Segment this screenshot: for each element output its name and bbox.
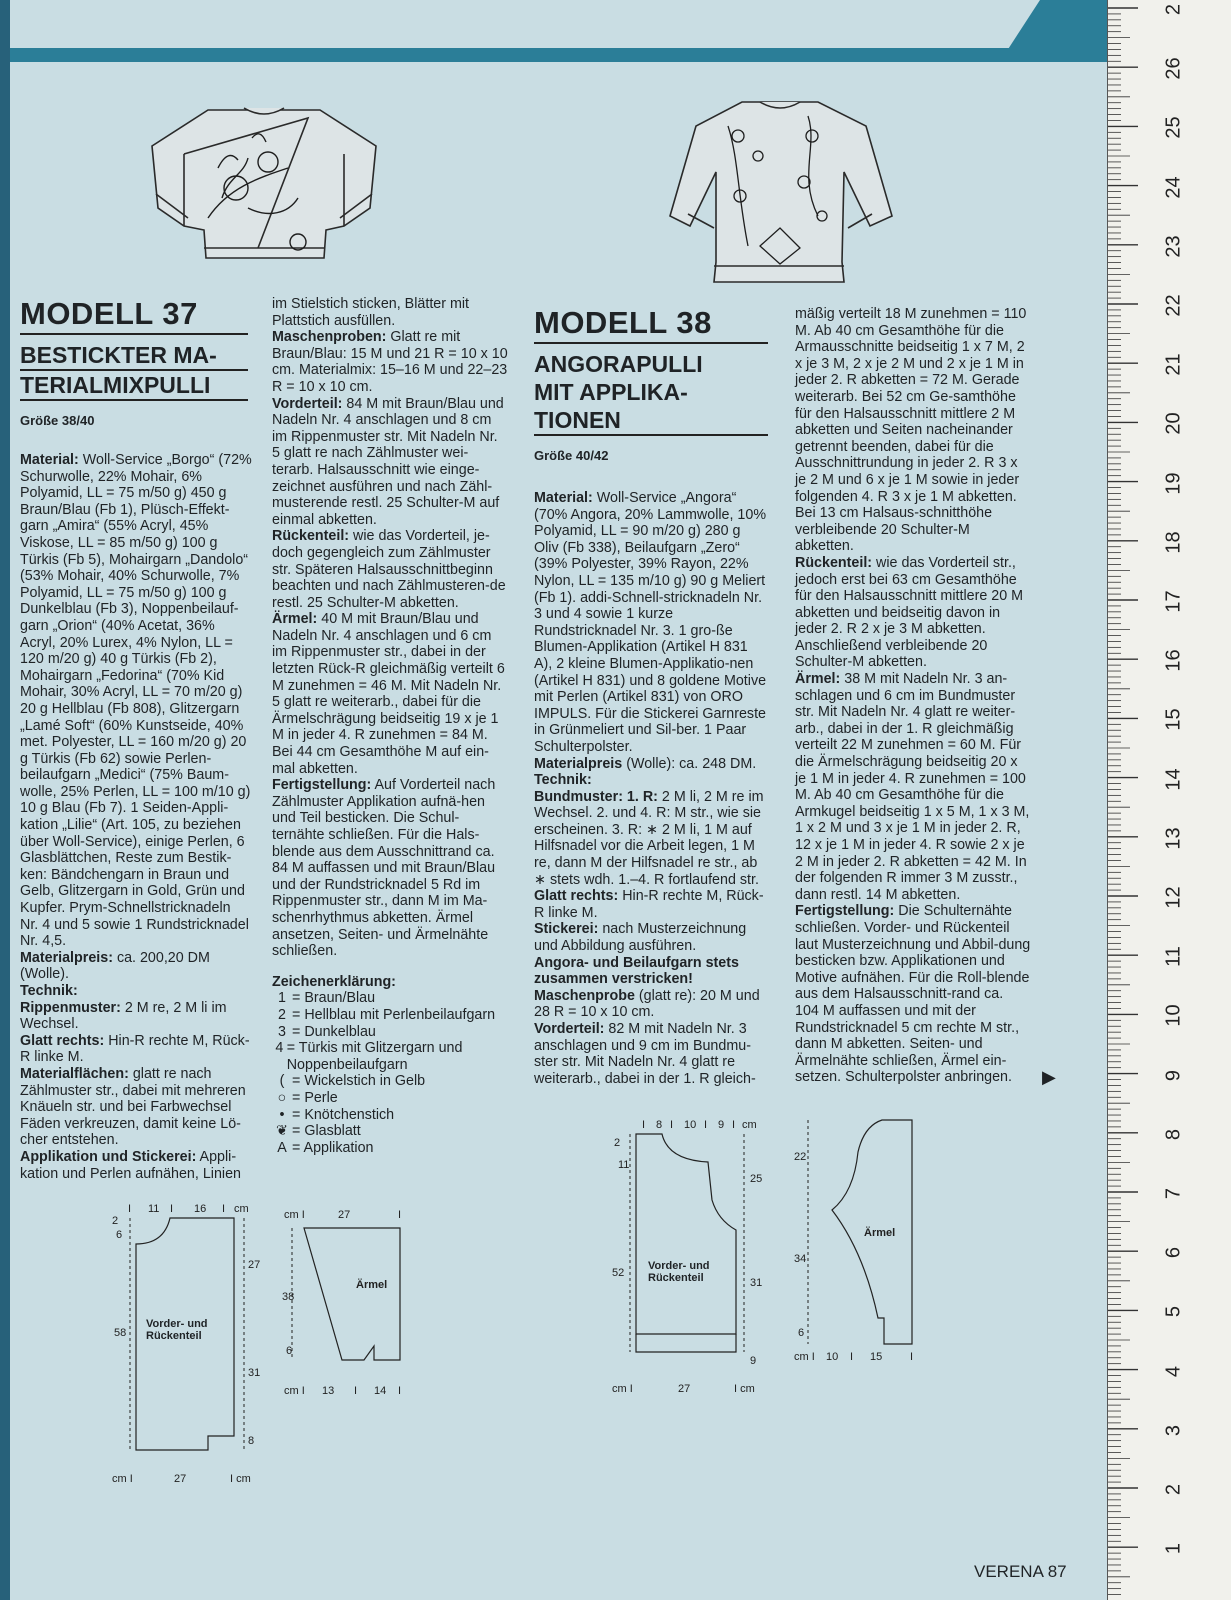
ruler-number: 14 bbox=[1162, 767, 1185, 791]
label: Rippenmuster: bbox=[20, 999, 121, 1016]
dim-right-2: 31 bbox=[248, 1367, 261, 1379]
dim-top-7: I bbox=[732, 1120, 736, 1131]
paragraph bbox=[272, 396, 508, 529]
legend-row bbox=[272, 1040, 508, 1073]
text: wie das Vorderteil, je-doch gegengleich zum Zählmuster str. Späteren Halsausschnittbeginn beachten und nach Zählmusteren-de restl. 25 Schulter-M abketten. bbox=[272, 528, 506, 611]
text: 2 M li, 2 M re im Wechsel. 2. und 4. R: M str., wie sie erscheinen. 3. R: ∗ 2 M li, 1 M auf Hilfsnadel vor die Arbeit legen, 1 M re, dann M der Hilfsnadel re str., ab ∗ stets wdh. 1.–4. R fortlaufend str. bbox=[534, 788, 764, 888]
dim-top-2: 11 bbox=[148, 1204, 160, 1215]
sweater-38-sketch bbox=[668, 96, 894, 286]
dim-bottom-5: I bbox=[398, 1385, 402, 1397]
label: Vorderteil: bbox=[272, 395, 343, 412]
text: Woll-Service „Borgo“ (72% Schurwolle, 22% Mohair, 6% Polyamid, LL = 75 m/50 g) 450 g Braun/Blau (Fb 1), Plüsch-Effekt-garn „Amira“ (55% Acryl, 45% Viskose, LL = 85 m/50 g) 100 g Türkis (Fb 5), Mohairgarn „Dandolo“ (53% Mohair, 40% Schurwolle, 7% Polyamid, LL = 75 m/50 g) 100 g Dunkelblau (Fb 3), Noppenbeilauf-garn „Orion“ (40% Acetat, 36% Acryl, 20% Lurex, 4% Nylon, LL = 120 m/20 g) 40 g Türkis (Fb 2), Mohairgarn „Fedorina“ (70% Kid Mohair, 30% Acryl, LL = 70 m/20 g) 20 g Hellblau (Fb 808), Glitzergarn „Lamé Soft“ (60% Kunstseide, 40% met. Polyester, LL = 160 m/20 g) 20 g Türkis (Fb 62) sowie Perlen-beilaufgarn „Medici“ (75% Baum-wolle, 25% Perlen, LL = 100 m/10 g) 10 g Blau (Fb 7). 1 Seiden-Appli-kation „Lilie“ (Art. 105, zu beziehen über Woll-Service), einige Perlen, 6 Glasblättchen, Reste zum Bestik-ken: Bändchengarn in Braun und Gelb, Glitzergarn in Gold, Grün und Kupfer. Prym-Schnellstricknadeln Nr. 4 und 5 sowie 1 Rundstricknadel Nr. 4,5. bbox=[20, 452, 252, 950]
ruler-number: 25 bbox=[1162, 116, 1185, 140]
label: Rückenteil: bbox=[272, 528, 350, 545]
dim-top-3: I bbox=[170, 1204, 174, 1215]
legend-text: = Wickelstich in Gelb bbox=[292, 1073, 426, 1090]
dim-top-4: 16 bbox=[194, 1204, 207, 1215]
legend-symbol: 4 bbox=[275, 1040, 284, 1057]
dim-top-2: 8 bbox=[656, 1120, 663, 1131]
dim-top-1: I bbox=[642, 1120, 646, 1131]
paragraph bbox=[534, 490, 768, 756]
text: Appli-kation und Perlen aufnähen, Linien bbox=[20, 1148, 241, 1182]
paragraph bbox=[272, 528, 508, 611]
model-38-sleeve-diagram bbox=[794, 1112, 924, 1362]
model-38-size: Größe 40/42 bbox=[534, 448, 609, 463]
ruler-number: 3 bbox=[1162, 1424, 1185, 1436]
legend-text: = Glasblatt bbox=[292, 1123, 361, 1140]
ruler-number: 10 bbox=[1162, 1004, 1185, 1028]
legend-title: Zeichenerklärung: bbox=[272, 973, 396, 990]
text: 2 M re, 2 M li im Wechsel. bbox=[20, 999, 227, 1033]
dim-top-4: 10 bbox=[684, 1120, 697, 1131]
dim-bottom-2: 27 bbox=[174, 1473, 187, 1485]
dim-top-5: I bbox=[222, 1204, 226, 1215]
ruler-number: 16 bbox=[1162, 649, 1185, 672]
model-37-title-line-2: TERIALMIXPULLI bbox=[20, 371, 248, 401]
dim-top-3: I bbox=[670, 1120, 674, 1131]
text: Die Schulternähte schließen. Vorder- und Rückenteil laut Musterzeichnung und Abbil-dung besticken bzw. Applikationen und Motive aufnähen. Für die Roll-blende aus dem Halsausschnitt-rand ca. 104 M auffassen und mit der Rundstricknadel 5 cm rechte M str., dann M abketten. Seiten- und Ärmelnähte schließen, Ärmel ein-setzen. Schulterpolster anbringen. bbox=[795, 903, 1031, 1086]
ruler-number: 23 bbox=[1162, 235, 1185, 258]
continue-arrow-icon: ▶ bbox=[1042, 1067, 1056, 1087]
ruler-number: 6 bbox=[1162, 1247, 1185, 1259]
dim-left-1: 2 bbox=[112, 1215, 119, 1227]
text: 38 M mit Nadeln Nr. 3 an-schlagen und 6 cm im Bundmuster str. Mit Nadeln Nr. 4 glatt re weiter-arb., dabei in der 1. R gleichmäßig verteilt 22 M zunehmen = 60 M. Für die Ärmelschrägung beidseitig 20 x je 1 M in jeder 4. R zunehmen = 100 M. Ab 40 cm Gesamthöhe für die Armkugel beidseitig 1 x 5 M, 1 x 3 M, 1 x 2 M und 3 x je 1 M in jeder 2. R, 12 x je 1 M in jeder 4. R sowie 2 x je 2 M in jeder 2. R abketten = 42 M. In der folgenden R immer 3 M zusstr., dann restl. 14 M abketten. bbox=[795, 671, 1030, 903]
dim-bottom-1: cm I bbox=[794, 1351, 815, 1362]
ruler-number: 4 bbox=[1162, 1365, 1185, 1377]
label: Glatt rechts: bbox=[534, 888, 619, 905]
dim-bottom-2: 13 bbox=[322, 1385, 335, 1397]
text: 84 M mit Braun/Blau und Nadeln Nr. 4 anschlagen und 8 cm im Rippenmuster str. Mit Nadeln Nr. 5 glatt re nach Zählmuster wei-terarb. Halsausschnitt wie einge-zeichnet ausführen und nach Zähl-musterende restl. 25 Schulter-M auf einmal abketten. bbox=[272, 395, 504, 528]
ruler-number: 20 bbox=[1162, 412, 1185, 436]
label: Ärmel: bbox=[272, 611, 318, 628]
paragraph bbox=[534, 756, 768, 773]
legend-row bbox=[272, 990, 508, 1007]
model-38-body-diagram bbox=[612, 1120, 782, 1400]
label: Technik: bbox=[20, 983, 78, 999]
model-38-instructions-col-2 bbox=[795, 306, 1031, 1086]
dim-left-1: 38 bbox=[282, 1291, 295, 1303]
legend-text: = Applikation bbox=[292, 1139, 374, 1156]
text: (Wolle): ca. 248 DM. bbox=[622, 755, 757, 772]
ruler-number: 26 bbox=[1162, 57, 1185, 80]
dim-bottom-1: cm I bbox=[612, 1383, 633, 1395]
label: Maschenprobe bbox=[534, 987, 635, 1004]
legend-text: = Braun/Blau bbox=[292, 990, 376, 1007]
legend-text: = Türkis mit Glitzergarn und Noppenbeilaufgarn bbox=[286, 1040, 463, 1073]
paragraph bbox=[534, 988, 768, 1021]
ruler-number: 12 bbox=[1162, 886, 1185, 909]
dim-left-2: 6 bbox=[286, 1345, 293, 1357]
dim-top-6: 9 bbox=[718, 1120, 725, 1131]
ruler-number: 18 bbox=[1162, 531, 1185, 554]
dim-top-1: I bbox=[128, 1204, 132, 1215]
model-37-sleeve-diagram bbox=[282, 1204, 422, 1400]
leaf-icon: ❦ bbox=[276, 1123, 288, 1140]
text: mäßig verteilt 18 M zunehmen = 110 M. Ab 40 cm Gesamthöhe für die Armausschnitte beidseitig 1 x 7 M, 2 x je 3 M, 2 x je 2 M und 2 x je 1 M in jeder 2. R abketten = 72 M. Gerade weiterarb. Bei 52 cm Ge-samthöhe für den Halsausschnitt mittlere 2 M abketten und Seiten nacheinander getrennt beenden, dabei für die Ausschnittrundung in jeder 2. R 3 x je 2 M und 6 x je 1 M sowie in jeder folgenden 4. R 3 x je 1 M abketten. Bei 13 cm Halsaus-schnitthöhe verbleibende 20 Schulter-M abketten. bbox=[795, 306, 1027, 555]
paragraph bbox=[20, 1000, 252, 1033]
legend-text: = Hellblau mit Perlenbeilaufgarn bbox=[292, 1006, 496, 1023]
text: Glatt re mit Braun/Blau: 15 M und 21 R = 10 x 10 cm. Materialmix: 15–16 M und 22–23 R = 10 x 10 cm. bbox=[272, 329, 508, 395]
paragraph bbox=[20, 1033, 252, 1066]
dim-top-3: I bbox=[398, 1209, 402, 1221]
label: Maschenproben: bbox=[272, 329, 387, 346]
dim-bottom-3: I bbox=[850, 1351, 854, 1362]
ruler-number: 19 bbox=[1162, 471, 1185, 495]
model-37-instructions-col-1 bbox=[20, 452, 252, 1182]
label: Stickerei: bbox=[534, 921, 599, 938]
paragraph bbox=[272, 777, 508, 960]
model-37-number: MODELL 37 bbox=[20, 296, 248, 335]
dim-left-2: 34 bbox=[794, 1253, 807, 1265]
paragraph bbox=[272, 296, 508, 329]
dim-bottom-2: 27 bbox=[678, 1383, 691, 1395]
label: Ärmel: bbox=[795, 671, 841, 688]
dim-left-3: 6 bbox=[798, 1327, 805, 1339]
legend-row bbox=[272, 1073, 508, 1090]
label: Materialpreis bbox=[534, 755, 623, 772]
ruler-number: 24 bbox=[1162, 175, 1185, 199]
paragraph bbox=[20, 983, 252, 1000]
legend-row bbox=[272, 1107, 508, 1124]
legend-row bbox=[272, 1024, 508, 1041]
paragraph bbox=[534, 772, 768, 789]
ruler-number: 5 bbox=[1162, 1306, 1185, 1318]
diagram-label: Vorder- und Rückenteil bbox=[648, 1260, 710, 1284]
dim-top-6: cm bbox=[234, 1204, 249, 1215]
diagram-label: Ärmel bbox=[864, 1227, 896, 1239]
label: Fertigstellung: bbox=[795, 903, 895, 920]
model-37-heading bbox=[20, 296, 248, 428]
dim-bottom-2: 10 bbox=[826, 1351, 839, 1362]
dim-right-1: 25 bbox=[750, 1173, 763, 1185]
paragraph bbox=[272, 329, 508, 395]
text: glatt re nach Zählmuster str., dabei mit mehreren Knäueln str. und bei Farbwechsel Fäden verkreuzen, damit keine Lö-cher entstehen. bbox=[20, 1065, 246, 1149]
paragraph bbox=[534, 888, 768, 921]
ruler-number: 17 bbox=[1162, 590, 1185, 613]
dim-bottom-1: cm I bbox=[112, 1473, 133, 1485]
top-light-band bbox=[0, 0, 1040, 48]
legend-row bbox=[272, 1140, 508, 1157]
dim-left-1: 2 bbox=[614, 1137, 621, 1149]
dim-right-1: 27 bbox=[248, 1259, 261, 1271]
legend-symbol: 1 bbox=[278, 990, 286, 1007]
dim-left-3: 58 bbox=[114, 1327, 127, 1339]
paragraph bbox=[534, 921, 768, 954]
dim-left-2: 6 bbox=[116, 1229, 123, 1241]
model-37-body-diagram bbox=[110, 1204, 270, 1490]
ruler-number: 2 bbox=[1162, 3, 1185, 16]
model-37-instructions-col-2 bbox=[272, 296, 508, 1156]
dim-bottom-3: I bbox=[354, 1385, 358, 1397]
text: 40 M mit Braun/Blau und Nadeln Nr. 4 anschlagen und 6 cm im Rippenmuster str., dabei in der letzten Rück-R gleichmäßig verteilt 6 M zunehmen = 46 M. Mit Nadeln Nr. 5 glatt re weiterarb., dabei für die Ärmelschrägung beidseitig 19 x je 1 M in jeder 4. R zunehmen = 84 M. Bei 44 cm Gesamthöhe M auf ein-mal abketten. bbox=[272, 611, 505, 777]
label: Glatt rechts: bbox=[20, 1032, 105, 1049]
dim-bottom-4: 14 bbox=[374, 1385, 387, 1397]
legend-row bbox=[272, 1123, 508, 1140]
text: Hin-R rechte M, Rück-R linke M. bbox=[20, 1032, 250, 1066]
legend-text: = Dunkelblau bbox=[292, 1023, 376, 1040]
label: Applikation und Stickerei: bbox=[20, 1148, 197, 1165]
label: Materialpreis: bbox=[20, 949, 113, 966]
ruler-number: 9 bbox=[1162, 1069, 1185, 1081]
dim-top-8: cm bbox=[742, 1120, 757, 1131]
dim-right-2: 31 bbox=[750, 1277, 763, 1289]
paragraph bbox=[534, 789, 768, 889]
text: 82 M mit Nadeln Nr. 3 anschlagen und 9 cm im Bundmu-ster str. Mit Nadeln Nr. 4 glatt re weiterarb., dabei in der 1. R gleich- bbox=[534, 1021, 756, 1087]
sweater-37-sketch bbox=[148, 98, 380, 278]
legend bbox=[272, 990, 508, 1156]
text: Woll-Service „Angora“ (70% Angora, 20% Lammwolle, 10% Polyamid, LL = 90 m/20 g) 280 g Oliv (Fb 338), Beilaufgarn „Zero“ (39% Polyester, 39% Rayon, 22% Nylon, LL = 135 m/10 g) 90 g Meliert (Fb 1). addi-Schnell-stricknadeln Nr. 3 und 4 sowie 1 kurze Rundstricknadel Nr. 3. 1 gro-ße Blumen-Applikation (Artikel H 831 A), 2 kleine Blumen-Applikatio-nen (Artikel H 831) und 8 goldene Motive mit Perlen (Artikel 831) von ORO IMPULS. Für die Stickerei Garnreste in Grünmeliert und Sil-ber. 1 Paar Schulterpolster. bbox=[534, 490, 767, 755]
legend-text: = Perle bbox=[292, 1089, 338, 1106]
paragraph bbox=[20, 1149, 252, 1182]
diagram-label: Ärmel bbox=[356, 1279, 388, 1291]
ruler-number: 7 bbox=[1162, 1187, 1185, 1200]
model-37-size: Größe 38/40 bbox=[20, 413, 95, 428]
legend-symbol: A bbox=[277, 1139, 287, 1156]
label: Rückenteil: bbox=[795, 554, 873, 571]
ruler-number: 11 bbox=[1162, 946, 1185, 968]
model-38-title bbox=[534, 350, 768, 436]
model-37-title-line-1: BESTICKTER MA- bbox=[20, 341, 248, 371]
dim-bottom-3: I cm bbox=[734, 1383, 755, 1395]
dim-top-1: cm I bbox=[284, 1209, 305, 1221]
dim-top-5: I bbox=[704, 1120, 708, 1131]
page-footer: VERENA 87 bbox=[974, 1562, 1067, 1581]
dim-bottom-4: 15 bbox=[870, 1351, 883, 1362]
model-37-title bbox=[20, 341, 248, 401]
legend-symbol: ○ bbox=[277, 1089, 287, 1106]
label: Technik: bbox=[534, 772, 592, 789]
ruler-number: 22 bbox=[1162, 294, 1185, 317]
text: wie das Vorderteil str., jedoch erst bei 63 cm Gesamthöhe für den Halsausschnitt mittlere 20 M abketten und beidseitig davon in jeder 2. R 2 x je 3 M abketten. Anschließend verbleibende 20 Schulter-M abketten. bbox=[795, 554, 1024, 671]
dim-left-3: 52 bbox=[612, 1267, 625, 1279]
text: nach Musterzeichnung und Abbildung ausführen. bbox=[534, 921, 747, 955]
legend-symbol: ( bbox=[279, 1073, 285, 1090]
ruler-number: 21 bbox=[1162, 353, 1185, 376]
label: Materialflächen: bbox=[20, 1065, 129, 1082]
dim-right-3: 8 bbox=[248, 1435, 255, 1447]
label: Material: bbox=[534, 490, 593, 506]
model-38-instructions-col-1 bbox=[534, 490, 768, 1087]
paragraph bbox=[795, 306, 1031, 555]
ruler-number: 13 bbox=[1162, 827, 1185, 850]
diagram-label: Vorder- und Rückenteil bbox=[146, 1318, 208, 1342]
ruler-number: 2 bbox=[1162, 1483, 1185, 1496]
paragraph bbox=[534, 1021, 768, 1087]
text: (glatt re): 20 M und 28 R = 10 x 10 cm. bbox=[534, 987, 760, 1021]
legend-row bbox=[272, 1090, 508, 1107]
text: Auf Vorderteil nach Zählmuster Applikation aufnä-hen und Teil besticken. Die Schul-ternähte schließen. Für die Hals-blende aus dem Ausschnittrand ca. 84 M auffassen und mit Braun/Blau und der Rundstricknadel 5 Rd im Rippenmuster str., dann M im Ma-schenrhythmus abketten. Ärmel ansetzen, Seiten- und Ärmelnähte schließen. bbox=[272, 777, 496, 960]
legend-symbol: 3 bbox=[278, 1023, 286, 1040]
paragraph bbox=[20, 950, 252, 983]
text: Hin-R rechte M, Rück-R linke M. bbox=[534, 888, 764, 921]
left-edge-shadow bbox=[0, 0, 10, 1600]
label: Material: bbox=[20, 452, 79, 468]
model-38-title-line-3: TIONEN bbox=[534, 406, 768, 436]
paragraph bbox=[20, 1066, 252, 1149]
dim-bottom-5: I bbox=[910, 1351, 914, 1362]
paragraph bbox=[272, 611, 508, 777]
label: Fertigstellung: bbox=[272, 777, 372, 794]
paragraph bbox=[795, 903, 1031, 1086]
paragraph bbox=[534, 955, 768, 988]
label: Angora- und Beilaufgarn stets zusammen verstricken! bbox=[534, 954, 739, 988]
paragraph bbox=[795, 555, 1031, 671]
dim-right-3: 9 bbox=[750, 1355, 757, 1367]
dim-left-2: 11 bbox=[618, 1159, 630, 1171]
model-38-heading bbox=[534, 305, 768, 463]
legend-text: = Knötchenstich bbox=[292, 1106, 395, 1123]
dim-bottom-1: cm I bbox=[284, 1385, 305, 1397]
legend-symbol: • bbox=[279, 1106, 285, 1123]
ruler-number: 8 bbox=[1162, 1128, 1185, 1140]
label: Vorderteil: bbox=[534, 1021, 605, 1037]
text: im Stielstich sticken, Blätter mit Plattstich ausfüllen. bbox=[272, 296, 470, 329]
model-38-number: MODELL 38 bbox=[534, 305, 768, 344]
model-38-title-line-2: MIT APPLIKA- bbox=[534, 379, 688, 405]
ruler-number: 15 bbox=[1162, 708, 1185, 732]
dim-top-2: 27 bbox=[338, 1209, 351, 1221]
legend-row bbox=[272, 1007, 508, 1024]
model-38-title-line-1: ANGORAPULLI bbox=[534, 351, 703, 377]
ruler-number: 1 bbox=[1162, 1543, 1185, 1555]
label: Bundmuster: 1. R: bbox=[534, 788, 658, 805]
text: ca. 200,20 DM (Wolle). bbox=[20, 949, 210, 983]
paragraph bbox=[795, 671, 1031, 903]
measuring-ruler bbox=[1107, 0, 1231, 1600]
legend-symbol: 2 bbox=[278, 1006, 286, 1023]
paragraph bbox=[20, 452, 252, 950]
dim-left-1: 22 bbox=[794, 1151, 807, 1163]
dim-bottom-3: I cm bbox=[230, 1473, 251, 1485]
